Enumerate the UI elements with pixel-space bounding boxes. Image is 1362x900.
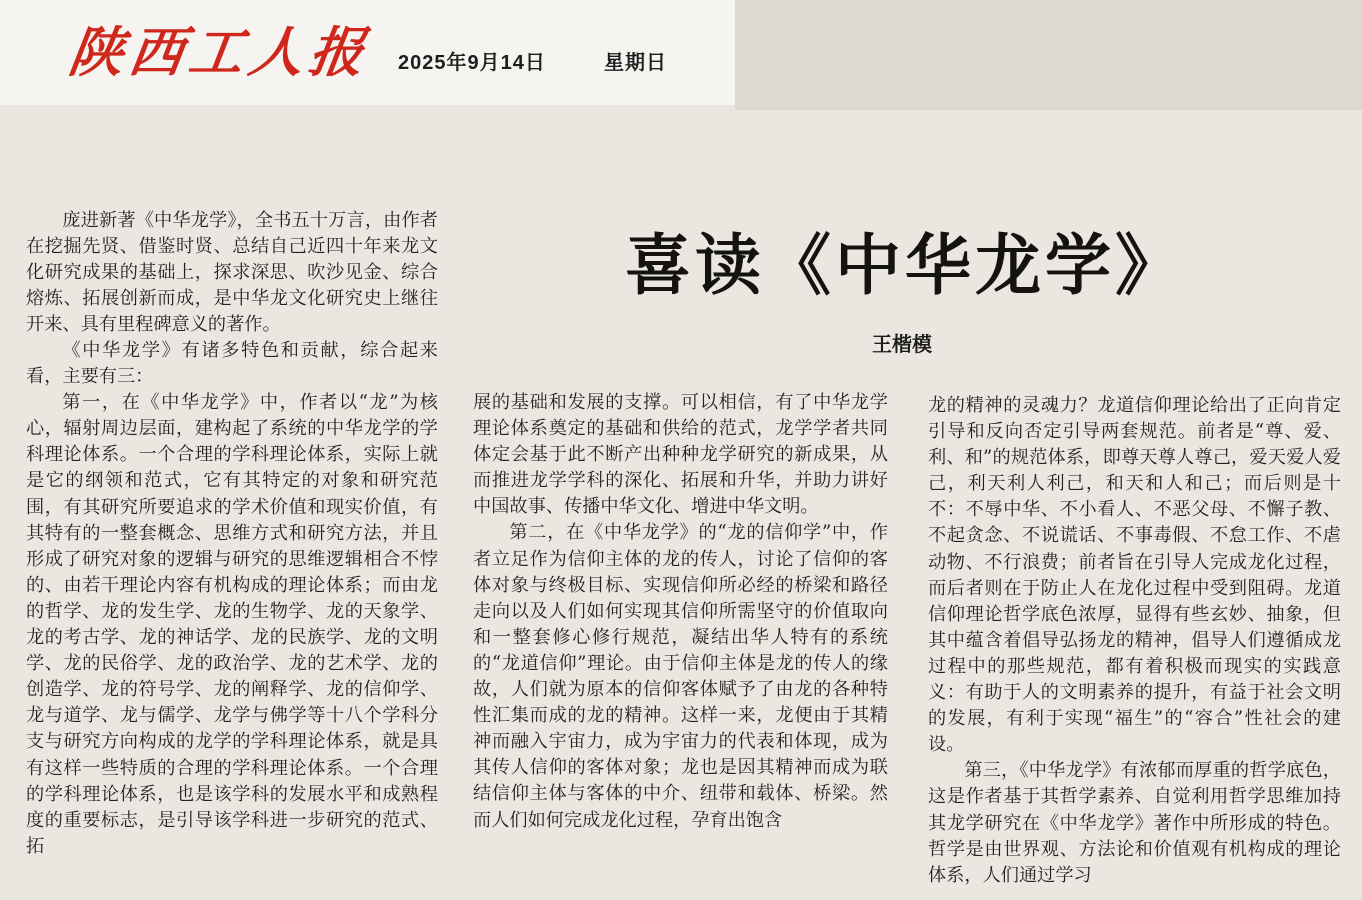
paragraph-overview: 《中华龙学》有诸多特色和贡献，综合起来看，主要有三：	[26, 340, 438, 388]
column-1	[26, 338, 438, 860]
paragraph-first-point: 第一，在《中华龙学》中，作者以“龙”为核心，辐射周边层面，建构起了系统的中华龙学的学科理论体系。一个合理的学科理论体系，实际上就是它的纲领和范式，它有其特定的对象和研究范围，有其研究所要追求的学术价值和现实价值，有其特有的一整套概念、思维方式和研究方法，并且形成了研究对象的逻辑与研究的思维逻辑相合不悖的、由若干理论内容有机构成的理论体系；而由龙的哲学、龙的发生学、龙的生物学、龙的天象学、龙的考古学、龙的神话学、龙的民族学、龙的文明学、龙的民俗学、龙的政治学、龙的艺术学、龙的创造学、龙的符号学、龙的阐释学、龙的信仰学、龙与道学、龙与儒学、龙学与佛学等十八个学科分支与研究方向构成的龙学的学科理论体系，就是具有这样一些特质的合理的学科理论体系。一个合理的学科理论体系，也是该学科的发展水平和成熟程度的重要标志，是引导该学科进一步研究的范式、拓	[26, 392, 438, 857]
paragraph-second-point: 第二，在《中华龙学》的“龙的信仰学”中，作者立足作为信仰主体的龙的传人，讨论了信仰的客体对象与终极目标、实现信仰所必经的桥梁和路径走向以及人们如何实现其信仰所需坚守的价值取向和一整套修心修行规范，凝结出华人特有的系统的“龙道信仰”理论。由于信仰主体是龙的传人的缘故，人们就为原本的信仰客体赋予了由龙的各种特性汇集而成的龙的精神。这样一来，龙便由于其精神而融入宇宙力，成为宇宙力的代表和体现，成为其传人信仰的客体对象；龙也是因其精神而成为联结信仰主体与客体的中介、纽带和载体、桥梁。然而人们如何完成龙化过程，孕育出饱含	[473, 522, 888, 831]
issue-weekday: 星期日	[604, 52, 667, 74]
paragraph-first-point-continued: 展的基础和发展的支撑。可以相信，有了中华龙学理论体系奠定的基础和供给的范式，龙学学者共同体定会基于此不断产出种种龙学研究的新成果，从而推进龙学学科的深化、拓展和升华，并助力讲好中国故事、传播中华文化、增进中华文明。	[473, 392, 888, 518]
column-2	[473, 390, 888, 834]
page-edge-strip	[735, 0, 1362, 115]
issue-date: 2025年9月14日	[398, 52, 546, 74]
column-1-intro	[26, 208, 438, 338]
paragraph-third-point: 第三，《中华龙学》有浓郁而厚重的哲学底色，这是作者基于其哲学素养、自觉利用哲学思维加持其龙学研究在《中华龙学》著作中所形成的特色。哲学是由世界观、方法论和价值观有机构成的理论体系，人们通过学习	[928, 760, 1341, 886]
newspaper-masthead: 陕西工人报	[65, 20, 375, 84]
paragraph-second-point-continued: 龙的精神的灵魂力？龙道信仰理论给出了正向肯定引导和反向否定引导两套规范。前者是“尊、爱、利、和”的规范体系，即尊天尊人尊己，爱天爱人爱己，利天利人利己，和天和人和己；而后则是十不：不辱中华、不小看人、不恶父母、不懈子教、不起贪念、不说谎话、不事毒假、不怠工作、不虐动物、不行浪费；前者旨在引导人完成龙化过程，而后者则在于防止人在龙化过程中受到阻碍。龙道信仰理论哲学底色浓厚，显得有些玄妙、抽象，但其中蕴含着倡导弘扬龙的精神，倡导人们遵循成龙过程中的那些规范，都有着积极而现实的实践意义：有助于人的文明素养的提升，有益于社会文明的发展，有利于实现“福生”的“容合”性社会的建设。	[928, 395, 1341, 756]
article-author: 王楷模	[872, 332, 932, 356]
column-3	[928, 393, 1341, 889]
paragraph-intro: 庞进新著《中华龙学》，全书五十万言，由作者在挖掘先贤、借鉴时贤、总结自己近四十年来龙文化研究成果的基础上，探求深思、吹沙见金、综合熔炼、拓展创新而成，是中华龙文化研究史上继往开来、具有里程碑意义的著作。	[26, 210, 438, 336]
article-title: 喜读《中华龙学》	[625, 226, 1185, 304]
